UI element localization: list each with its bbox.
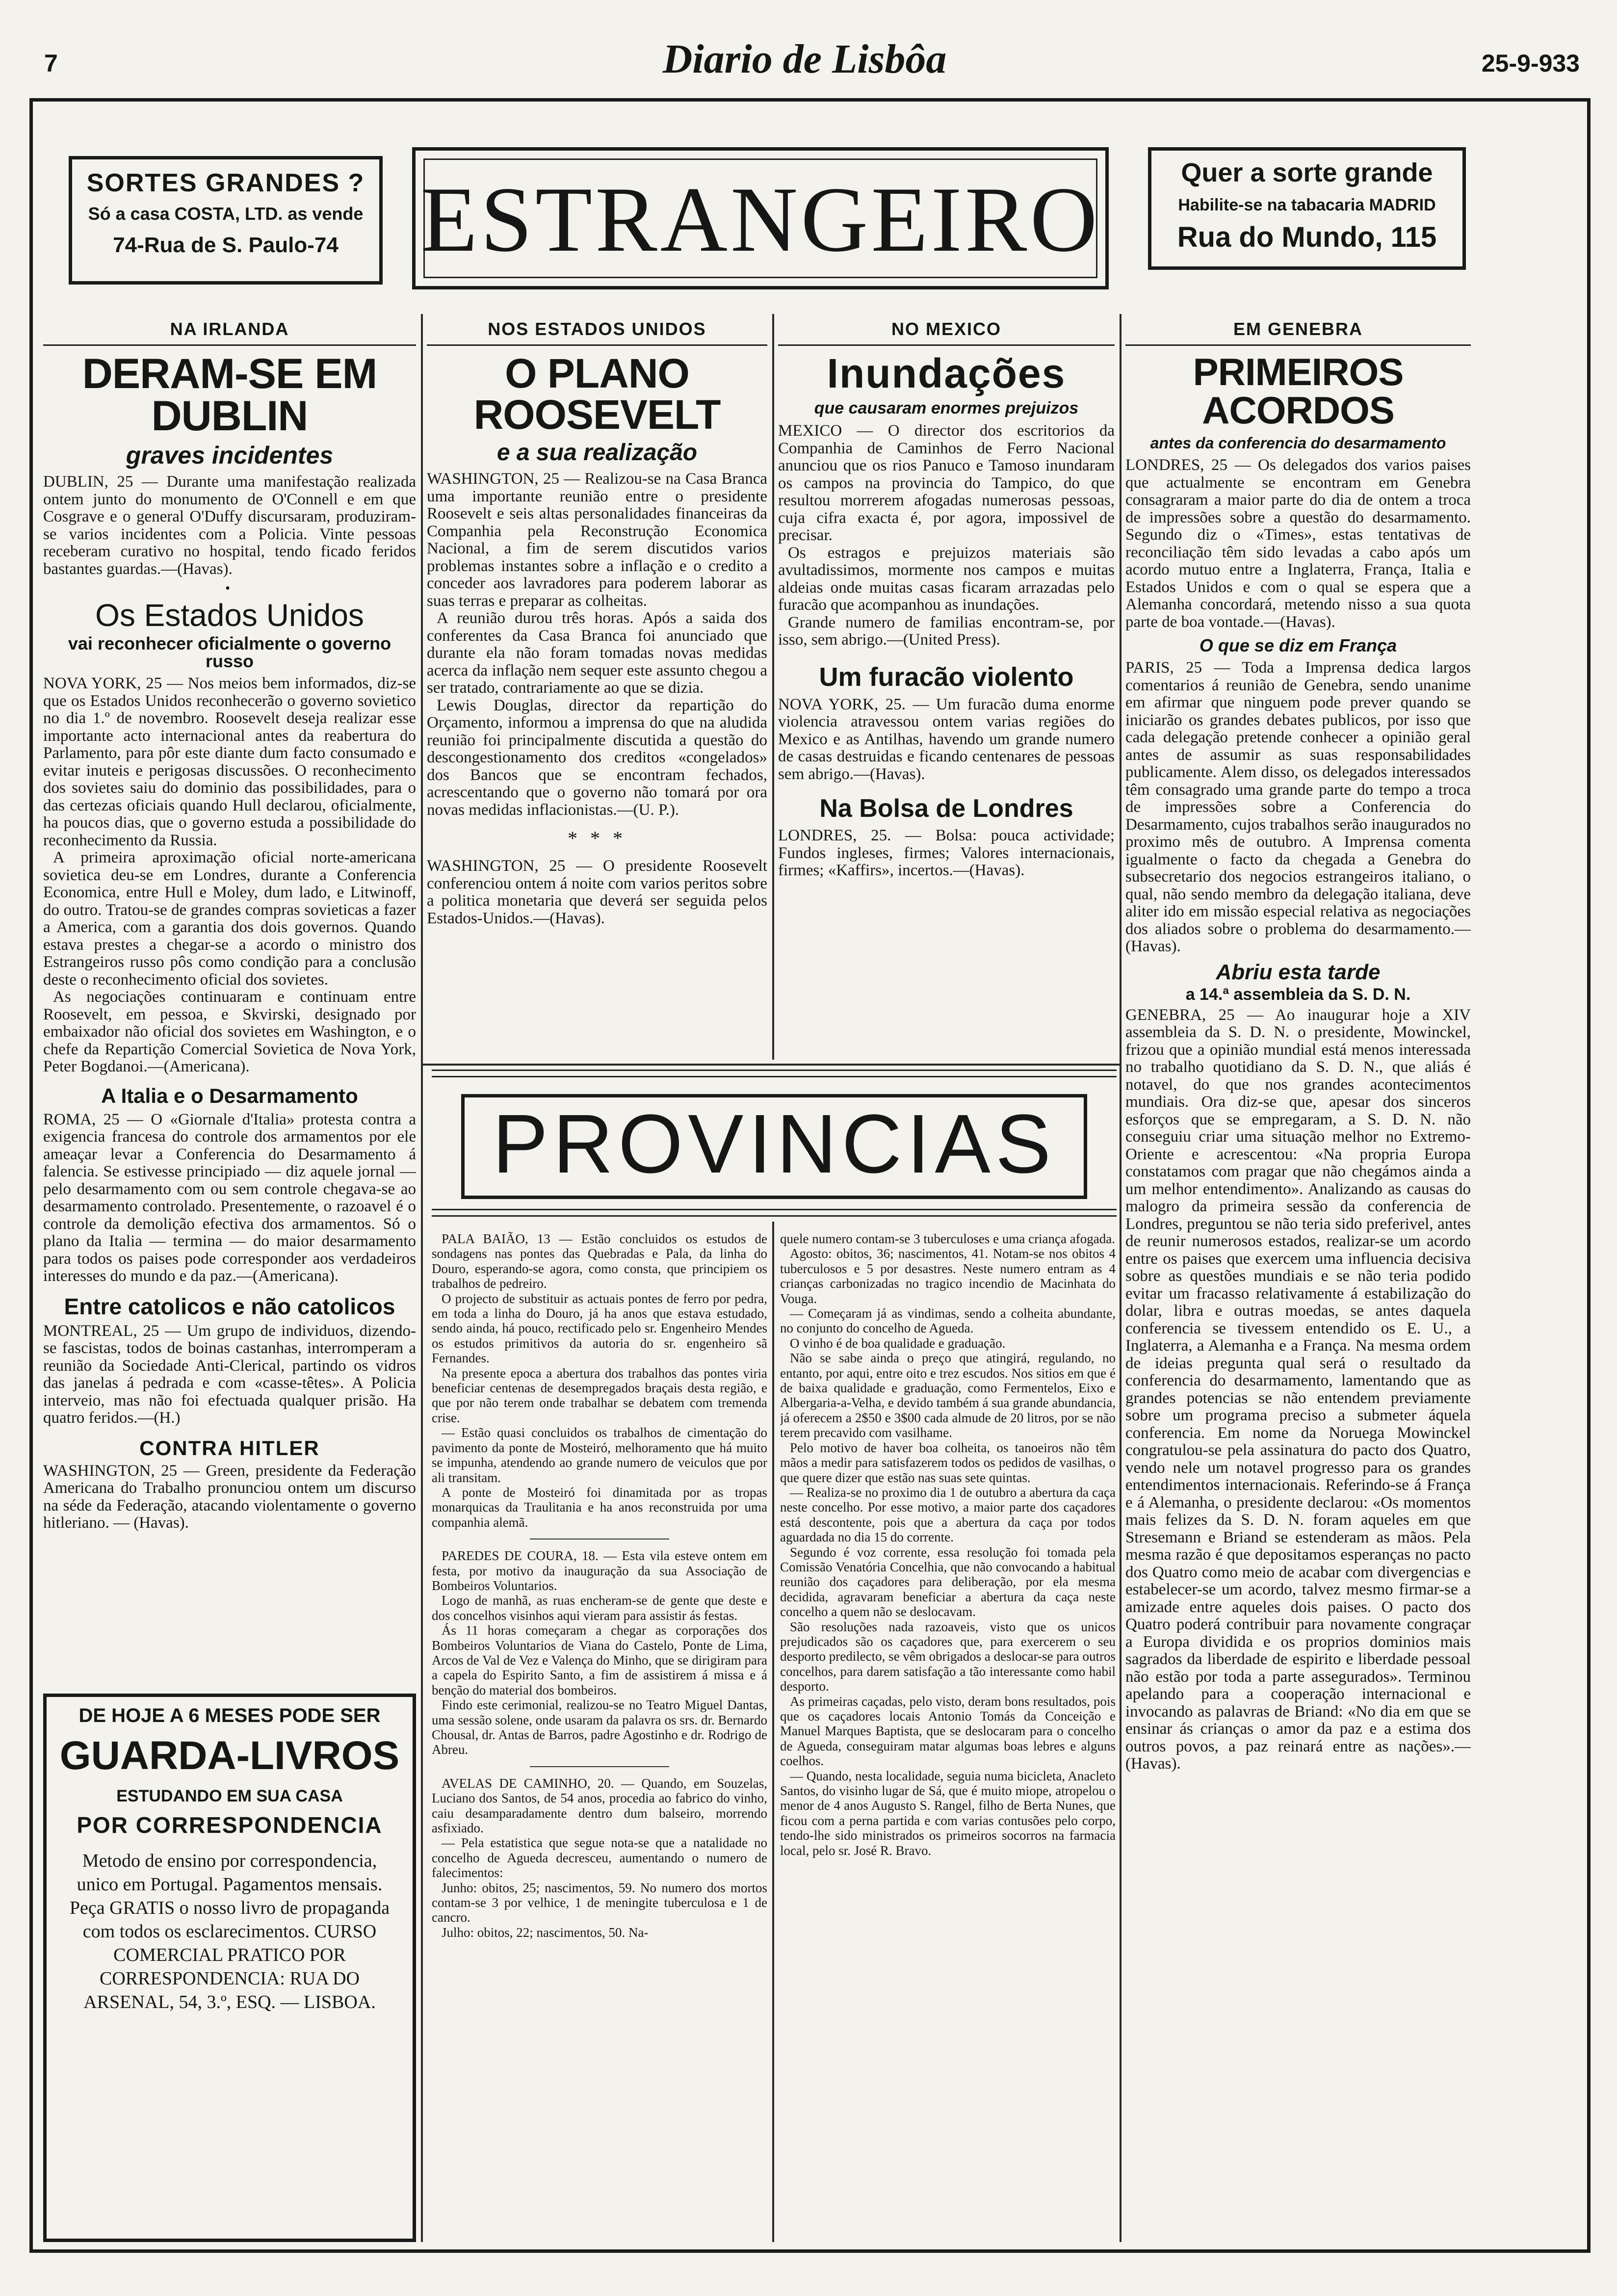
provincias-paragraph: AVELAS DE CAMINHO, 20. — Quando, em Souzelas, Luciano dos Santos, de 54 anos, procedia ao fabrico do vinho, caiu desamparadamente dentro dum balseiro, morrendo asfixiado.	[432, 1775, 767, 1836]
headline-primeiros-acordos: PRIMEIROS ACORDOS	[1193, 350, 1404, 432]
headline-catolicos: Entre catolicos e não catolicos	[64, 1293, 395, 1319]
subhead-assembleia-sdn: a 14.ª assembleia da S. D. N.	[1185, 985, 1411, 1004]
provincias-paragraph: Logo de manhã, as ruas encheram-se de gente que deste e dos concelhos visinhos aqui vieram para assistir ás festas.	[432, 1593, 767, 1623]
provincias-top-rule	[423, 1064, 1120, 1066]
article-roosevelt-paragraph: Lewis Douglas, director da repartição do Orçamento, informou a imprensa do que na aludida reunião foi principalmente discutida a questão do descongestionamento dos creditos «congelados» dos Bancos que se encontram fechados, acrescentando que o governo não tomará por ora novas medidas inflacionistas.—(U. P.).	[427, 696, 767, 819]
provincias-paragraph: Segundo é voz corrente, essa resolução foi tomada pela Comissão Venatória Concelhia, que não convocando a habitual reunião dos caçadores para deliberação, por ela mesma decidida, agravaram beneficiar a abertura da caça neste concelho a quem não se deslocavam.	[780, 1544, 1116, 1619]
provincias-paragraph: Agosto: obitos, 36; nascimentos, 41. Notam-se nos obitos 4 tuberculosos e 5 por desastres. Neste numero entram as 4 crianças carbonizadas no tragico incendio de Macinhata do Vouga.	[780, 1246, 1116, 1306]
headline-em-franca: O que se diz em França	[1199, 635, 1397, 655]
headline-dublin: DERAM-SE EM DUBLIN	[82, 350, 377, 440]
ad-sortes-grandes	[69, 156, 383, 285]
column-rule	[772, 1222, 774, 2242]
provincias-paragraph: — Quando, nesta localidade, seguia numa bicicleta, Anacleto Santos, do visinho lugar de Sá, que é muito miope, atropelou o menor de 4 anos Augusto S. Rangel, filho de Berta Nunes, que ficou com a perna partida e com varias contusões pelo corpo, tendo-lhe sido ministrados os primeiros socorros na farmacia local, pelo sr. José R. Bravo.	[780, 1768, 1116, 1858]
provincias-paragraph: quele numero contam-se 3 tuberculoses e uma criança afogada.	[780, 1231, 1115, 1246]
provincias-title: PROVINCIAS	[492, 1097, 1056, 1191]
provincias-paragraph: — Realiza-se no proximo dia 1 de outubro a abertura da caça neste concelho. Por esse motivo, a maior parte dos caçadores está descontente, pois que a abertura da caça por todos aguardada no dia 15 do corrente.	[780, 1485, 1116, 1545]
subhead-prejuizos: que causaram enormes prejuizos	[814, 399, 1079, 417]
provincias-paragraph: Junho: obitos, 25; nascimentos, 59. No numero dos mortos contam-se 3 por velhice, 1 de meningite tuberculosa e 1 de cancro.	[432, 1880, 767, 1925]
headline-inundacoes: Inundações	[827, 350, 1066, 396]
provincias-banner	[432, 1070, 1117, 1217]
article-ny-paragraph: A primeira aproximação oficial norte-americana sovietica deu-se em Londres, durante a Conferencia Economica, entre Hull e Moley, dum lado, e Litwinoff, do outro. Tratou-se de grandes compras sovieticas a fazer a America, com a garantia dos dois governos. Quando estava prestes a chegar-se a acordo o ministro dos Estrangeiros russo pôs como condição para a conclusão deste o reconhecimento oficial dos sovietes.	[43, 849, 416, 989]
ad-madrid-line2: Habilite-se na tabacaria MADRID	[1178, 196, 1436, 214]
ad-gl-line1: DE HOJE A 6 MESES PODE SER	[78, 1705, 381, 1726]
ad-gl-line4: POR CORRESPONDENCIA	[77, 1812, 383, 1838]
ad-guarda-livros	[43, 1694, 416, 2242]
divider: •	[225, 581, 234, 596]
article-italia: ROMA, 25 — O «Giornale d'Italia» protesta contra a exigencia francesa do controle dos armamentos por ele ameaçar levar a Conferencia do Desarmamento á falencia. Se estivesse principiado — diz aquele jornal — pelo desarmamento com ou sem controle chegava-se ao desarmamento controlado. Presentemente, o razoavel é o controle da demolição efectiva dos armamentos. Só o plano da Italia — termina — do maior desarmamento para todos os paises pode corresponder aos verdadeiros interesses do mundo e da paz.—(Americana).	[43, 1110, 416, 1285]
subhead-realizacao: e a sua realização	[496, 440, 698, 466]
ad-sorte-madrid	[1148, 147, 1466, 270]
provincias-paragraph: — Pela estatistica que segue nota-se que a natalidade no concelho de Agueda decresceu, aumentando o numero de falecimentos:	[432, 1835, 767, 1880]
article-roosevelt-paragraph: A reunião durou três horas. Após a saida dos conferentes da Casa Branca foi anunciado que durante ela não foram tomadas novas medidas acerca da inflação nem sequer este assunto chegou a ser tratado, contrariamente ao que se dizia.	[427, 609, 767, 697]
article-roosevelt-peritos: WASHINGTON, 25 — O presidente Roosevelt conferenciou ontem á noite com varios peritos sobre a politica monetaria que deverá ser seguida pelos Estados-Unidos.—(Havas).	[427, 857, 767, 927]
provincias-paragraph: PALA BAIÃO, 13 — Estão concluidos os estudos de sondagens nas pontes das Quebradas e Pala, da linha do Douro, esperando-se agora, como consta, que principiem os trabalhos de pedreiro.	[432, 1231, 767, 1291]
section-na-irlanda: NA IRLANDA	[170, 319, 289, 339]
ad-madrid-line1: Quer a sorte grande	[1181, 158, 1433, 187]
page-number: 7	[44, 50, 58, 77]
article-montreal: MONTREAL, 25 — Um grupo de individuos, dizendo-se fascistas, todos de boinas castanhas, interromperam a reunião da Sociedade Anti-Clerical, partindo os vidros das janelas á pedrada e com «casse-têtes». A Policia interveio, mas não foi efectuada qualquer prisão. Ha quatro feridos.—(H.)	[43, 1322, 416, 1427]
provincias-paragraph: A ponte de Mosteiró foi dinamitada por as tropas monarquicas da Traulitania e ha anos reconstruida por uma companhia alemã.	[432, 1485, 767, 1530]
provincias-paragraph: — Estão quasi concluidos os trabalhos de cimentação do pavimento da ponte de Mosteiró, melhoramento que há muito se impunha, atendendo ao grande numero de veiculos que por ali transitam.	[432, 1425, 767, 1485]
issue-date: 25-9-933	[1481, 50, 1580, 77]
provincias-paragraph: — Começaram já as vindimas, sendo a colheita abundante, no conjunto do concelho de Agueda.	[780, 1306, 1116, 1336]
article-mexico-paragraph: Os estragos e prejuizos materiais são avultadissimos, mormente nos campos e muitas aldeias onde muitas casas ficaram arrazadas pelo furacão que acompanhou as inundações.	[778, 544, 1115, 614]
article-roosevelt-paragraph: WASHINGTON, 25 — Realizou-se na Casa Branca uma importante reunião entre o presidente Roosevelt e seis altas personalidades financeiras da Companhia pela Reconstrução Economica Nacional, a fim de serem discutidos varios problemas instantes sobre a inflação e o credito a conceder aos lavradores para poderem laborar as suas terras e preparar as colheitas.	[427, 470, 767, 610]
article-ny-paragraph: As negociações continuaram e continuam entre Roosevelt, em pessoa, e Skvirski, designado por embaixador não oficial dos sovietes em Washington, e o chefe da Repartição Comercial Sovietica de Nova York, Peter Bogdanoi.—(Americana).	[43, 988, 416, 1075]
provincias-right-column	[780, 1231, 1116, 2242]
estrangeiro-title: ESTRANGEIRO	[420, 168, 1100, 271]
column-1	[43, 319, 416, 1683]
article-mexico-paragraph: MEXICO — O director dos escritorios da Companhia de Caminhos de Ferro Nacional anunciou que os rios Panuco e Tamoso inundaram os campos na provincia do Tampico, do que resultou morrerem afogadas numerosas pessoas, cuja cifra exacta é, por agora, impossivel de precisar.	[778, 422, 1115, 544]
provincias-paragraph: São resoluções nada razoaveis, visto que os unicos prejudicados são os caçadores que, para exercerem o seu desporto predilecto, se vêm obrigados a deslocar-se para outros concelhos, para darem satisfação a tão interessante como habil desporto.	[780, 1619, 1116, 1694]
article-genebra-sdn: GENEBRA, 25 — Ao inaugurar hoje a XIV assembleia da S. D. N. o presidente, Mowinckel, frizou que a opinião mundial está menos interessada no trabalho quotidiano da S. D. N., que aliás é notavel, do que nos grandes acontecimentos mundiais. Ora diz-se que, apesar dos sinceros esforços que se empregaram, a S. D. N. não conseguiu criar uma situação melhor no Extremo-Oriente e acrescentou: «Na propria Europa constatamos com pragar que não chegámos ainda a um melhor entendimento». Analizando as causas do malogro da primeira sessão da conferencia de Londres, preguntou se não teria sido preferivel, antes de reunir numerosos estados, realizar-se um acordo entre os paises que exercem uma influencia decisiva sobre as questões mundiais e se não teria podido evitar um fracasso relativamente á estabilização do dolar, libra e outras moedas, se antes daquela conferencia se tivessem entendido os E. U., a Inglaterra, a Alemanha e a França. Na mesma ordem de ideias pregunta qual será o resultado da conferencia do desarmamento, lamentando que as grandes potencias se não entendem previamente sobre um programa preciso a submeter áquela conferencia. Em nome da Noruega Mowinckel congratulou-se pela assinatura do pacto dos Quatro, vendo nele um notavel progresso para os grandes entendimentos internacionais. Referindo-se á França e á Alemanha, o presidente declarou: «Os momentos mais felizes da S. D. N. foram aqueles em que Stresemann e Briand se estenderam as mãos. Pela mesma razão é que depositamos esperanças no pacto dos Quatro como meio de acabar com divergencias e estabelecer-se um acordo, talvez mesmo firmar-se a amizade entre aqueles dois paises. O pacto dos Quatro poderá contribuir para novamente congraçar a Europa dividida e os proprios dominios mais sagrados da liberdade de espirito e liberdade pessoal não estão por toda a parte assegurados». Terminou apelando para a cooperação internacional e invocando as palavras de Briand: «No dia em que se ensinar ás crianças o amor da paz e a estima dos outros povos, a paz reinará entre as nações».—(Havas).	[1125, 1006, 1471, 1773]
column-rule	[772, 314, 774, 1060]
ad-sortes-line3: 74-Rua de S. Paulo-74	[113, 233, 339, 257]
provincias-paragraph: Findo este cerimonial, realizou-se no Teatro Miguel Dantas, uma sessão solene, onde usaram da palavra os srs. dr. Bernardo Chousal, dr. Antas de Barros, padre Agostinho e dr. Rodrigo de Abreu.	[432, 1697, 767, 1757]
ad-sortes-line1: SORTES GRANDES ?	[86, 169, 365, 197]
headline-abriu-esta-tarde: Abriu esta tarde	[1216, 960, 1381, 984]
estrangeiro-banner	[412, 147, 1109, 289]
stars-divider: * * *	[568, 827, 626, 849]
subhead-incidentes: graves incidentes	[126, 442, 334, 469]
provincias-paragraph: Pelo motivo de haver boa colheita, os tanoeiros não têm mãos a medir para satisfazerem todos os pedidos de vasilhas, o que quere dizer que estão nas suas sete quintas.	[780, 1440, 1116, 1485]
ad-madrid-line3: Rua do Mundo, 115	[1177, 221, 1437, 253]
headline-bolsa-londres: Na Bolsa de Londres	[819, 794, 1073, 823]
column-3	[778, 319, 1115, 1060]
headline-contra-hitler: CONTRA HITLER	[139, 1436, 320, 1460]
article-paris: PARIS, 25 — Toda a Imprensa dedica largos comentarios á reunião de Genebra, sendo unanime em afirmar que ninguem pode prever quando se iniciarão os grandes debates publicos, por isso que cada delegação pretende conhecer a opinião geral antes de assumir as suas responsabilidades publicamente. Alem disso, os delegados interessados têm consagrado uma grande parte do tempo a troca de impressões sobre a Conferencia do Desarmamento, cujos trabalhos serão inaugurados no proximo mês de outubro. A Imprensa comenta igualmente o facto da chegada a Genebra do subsecretario dos negocios estrangeiros italiano, o qual, não sendo membro da delegação italiana, deve aliter ido em missão especial relativa as negociações dos aliados sobre o problema do desarmamento.—(Havas).	[1125, 659, 1471, 955]
column-2	[427, 319, 767, 1060]
headline-plano-roosevelt: O PLANO ROOSEVELT	[473, 350, 721, 438]
provincias-paragraph: O projecto de substituir as actuais pontes de ferro por pedra, em toda a linha do Douro, já ha anos que estava estudado, sendo ainda, há pouco, rectificado pelo sr. Engenheiro Mendes os estudos primitivos da autoria do sr. engenheiro sã Fernandes.	[432, 1291, 767, 1366]
headline-furacao: Um furacão violento	[819, 662, 1074, 692]
section-em-genebra: EM GENEBRA	[1233, 319, 1363, 339]
headline-italia: A Italia e o Desarmamento	[101, 1084, 358, 1107]
column-rule	[421, 314, 423, 2242]
provincias-paragraph: PAREDES DE COURA, 18. — Esta vila esteve ontem em festa, por motivo da inauguração da sua Associação de Bombeiros Voluntarios.	[432, 1548, 767, 1593]
article-washington-green: WASHINGTON, 25 — Green, presidente da Federação Americana do Trabalho pronunciou ontem um discurso na séde da Federação, atacando violentamente o governo hitleriano. — (Havas).	[43, 1461, 416, 1532]
provincias-left-column	[432, 1231, 767, 2242]
column-4	[1125, 319, 1471, 2242]
ad-gl-line2: GUARDA-LIVROS	[59, 1733, 400, 1778]
provincias-paragraph: Ás 11 horas começaram a chegar as corporações dos Bombeiros Voluntarios de Viana do Castelo, Ponte de Lima, Arcos de Val de Vez e Valença do Minho, que se dirigiram para a capela do Espirito Santo, a fim de assistirem á missa e á benção do material dos bombeiros.	[432, 1623, 767, 1697]
article-furacao: NOVA YORK, 25. — Um furacão duma enorme violencia atravessou ontem varias regiões do Mexico e as Antilhas, havendo um grande numero de casas destruidas e ficando centenares de pessoas sem abrigo.—(Havas).	[778, 695, 1115, 783]
ad-sortes-line2: Só a casa COSTA, LTD. as vende	[88, 204, 364, 224]
article-dublin: DUBLIN, 25 — Durante uma manifestação realizada ontem junto do monumento de O'Connell e em que Cosgrave e o general O'Duffy discursaram, produziram-se varios incidentes com a Policia. Vinte pessoas receberam curativo no hospital, tendo ficado feridos bastantes guardas.—(Havas).	[43, 473, 416, 578]
provincias-paragraph: Julho: obitos, 22; nascimentos, 50. Na-	[442, 1925, 649, 1940]
ad-gl-line3: ESTUDANDO EM SUA CASA	[116, 1787, 343, 1805]
article-mexico-paragraph: Grande numero de familias encontram-se, por isso, sem abrigo.—(United Press).	[778, 613, 1115, 649]
column-rule	[1120, 314, 1121, 2242]
provincias-paragraph: As primeiras caçadas, pelo visto, deram bons resultados, pois que os caçadores locais Antonio Tomás da Conceição e Manuel Marques Baptista, que se deslocaram para o concelho de Agueda, conseguiram matar algumas boas lebres e alguns coelhos.	[780, 1694, 1116, 1769]
section-nos-estados-unidos: NOS ESTADOS UNIDOS	[488, 319, 706, 339]
subhead-governo-russo: vai reconhecer oficialmente o governo russo	[68, 633, 391, 671]
headline-estados-unidos: Os Estados Unidos	[95, 598, 364, 633]
newspaper-title: Diario de Lisbôa	[662, 36, 947, 82]
provincias-paragraph: Na presente epoca a abertura dos trabalhos das pontes viria beneficiar centenas de desempregados braçais desta região, e que por não terem onde trabalhar se debatem com tremenda crise.	[432, 1365, 767, 1425]
subhead-desarmamento: antes da conferencia do desarmamento	[1150, 434, 1446, 452]
section-no-mexico: NO MEXICO	[891, 319, 1001, 339]
provincias-paragraph: Não se sabe ainda o preço que atingirá, regulando, no entanto, por aqui, entre oito e trez escudos. Nos sitios em que é de baixa qualidade e graduação, como Fermentelos, Eixo e Albergaria-a-Velha, e devido também á sua grande abundancia, já oferecem a 2$50 e 3$00 cada almude de 20 litros, por se não terem precavido com vasilhame.	[780, 1351, 1116, 1440]
provincias-paragraph: O vinho é de boa qualidade e graduação.	[790, 1335, 1006, 1351]
ad-gl-body: Metodo de ensino por correspondencia, unico em Portugal. Pagamentos mensais. Peça GRATIS o nosso livro de propaganda com todos os esclarecimentos. CURSO COMERCIAL PRATICO POR CORRESPONDENCIA: RUA DO ARSENAL, 54, 3.º, ESQ. — LISBOA.	[69, 1851, 390, 2012]
article-ny-paragraph: NOVA YORK, 25 — Nos meios bem informados, diz-se que os Estados Unidos reconhecerão o governo sovietico no dia 1.º de novembro. Roosevelt deseja realizar esse importante acto internacional antes da reabertura do Parlamento, para pôr este diante dum facto consumado e evitar inuteis e perigosas discussões. O reconhecimento dos sovietes saiu do dominio das possibilidades, para o das certezas oficiais quando Hull declarou, oficialmente, ha poucos dias, que o governo estuda a possibilidade do reconhecimento da Russia.	[43, 675, 416, 849]
article-genebra-londres: LONDRES, 25 — Os delegados dos varios paises que actualmente se encontram em Genebra consagraram a maior parte do dia de ontem a troca de impressões sobre a questão do desarmamento. Segundo diz o «Times», estas tentativas de reconciliação têm sido levadas a cabo após um acordo mutuo entre a Inglaterra, França, Italia e Estados Unidos e com o qual se espera que a Alemanha concordará, metendo nisso a sua quota parte de boa vontade.—(Havas).	[1125, 456, 1471, 631]
article-bolsa: LONDRES, 25. — Bolsa: pouca actividade; Fundos ingleses, firmes; Valores internacionais, firmes; «Kaffirs», incertos.—(Havas).	[778, 827, 1115, 879]
